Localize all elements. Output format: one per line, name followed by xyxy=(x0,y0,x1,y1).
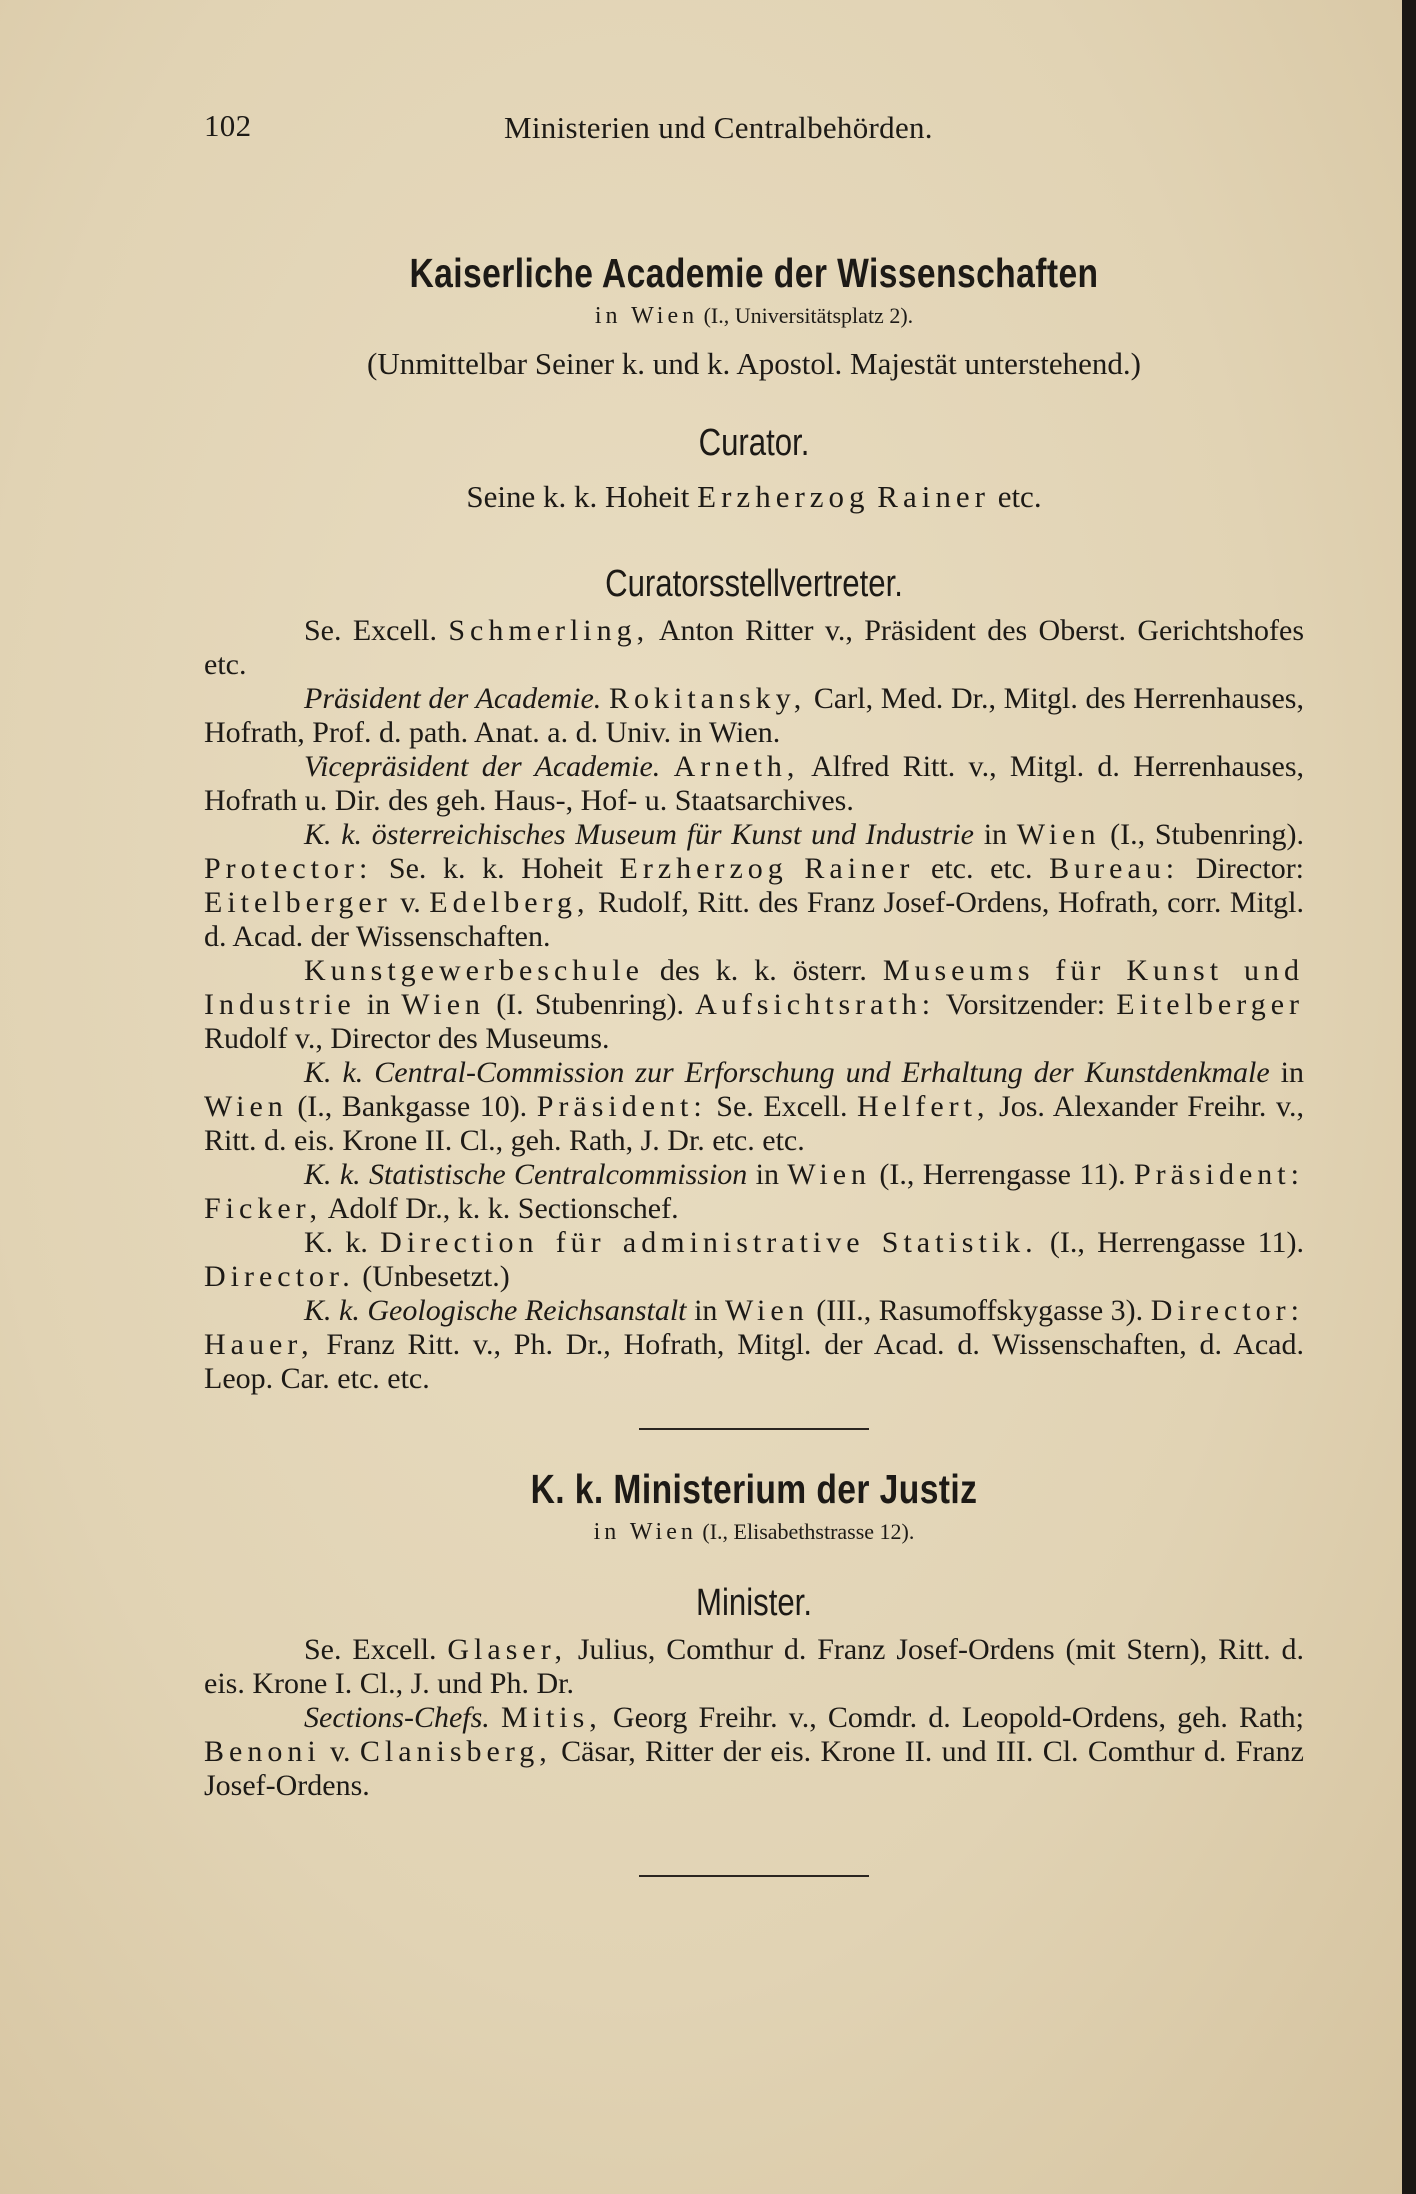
geology-text-a: in xyxy=(686,1294,725,1327)
geology-role: K. k. Geologische Reichsanstalt xyxy=(304,1294,687,1327)
museum-text-b: (I., Stubenring). xyxy=(1100,818,1304,851)
museum-role: K. k. österreichisches Museum für Kunst und Industrie xyxy=(304,818,974,851)
museum-protector-name: Rainer xyxy=(804,852,915,885)
commission-text-c: Se. Excell. xyxy=(706,1090,858,1123)
museum-protector-title: Erzherzog xyxy=(619,852,788,885)
geology-city: Wien xyxy=(724,1294,809,1327)
entry-vicepresident xyxy=(204,750,1304,818)
museum-director-place: Edelberg, xyxy=(429,886,590,919)
section-chiefs-text-b: Georg Freihr. v., Comdr. d. Leopold-Ordens, geh. Rath; xyxy=(601,1701,1304,1734)
museum-text-g: Rudolf, Ritt. des Franz Josef-Ordens, Hofrath, corr. Mitgl. d. Acad. der Wissenschaften. xyxy=(204,886,1304,953)
justiz-title: K. k. Ministerium der Justiz xyxy=(530,1466,978,1512)
museum-text-f: v. xyxy=(391,886,430,919)
admin-stat-director-label: Director. xyxy=(204,1260,355,1293)
entry-president xyxy=(204,682,1304,750)
school-text-d: Vorsitzender: xyxy=(935,988,1117,1021)
entry-administrative-statistics xyxy=(204,1226,1304,1294)
entry-section-chiefs xyxy=(204,1701,1304,1803)
museum-text-c: Se. k. k. Hoheit xyxy=(372,852,620,885)
page-header xyxy=(204,100,1304,150)
admin-stat-text-a: K. k. xyxy=(304,1226,381,1259)
admin-stat-name: Direction für administrative Statistik. xyxy=(380,1226,1038,1259)
section-chief-name-1: Mitis, xyxy=(500,1701,602,1734)
minister-name: Glaser, xyxy=(447,1633,567,1666)
commission-role: K. k. Central-Commission zur Erforschung und Erhaltung der Kunstdenkmale xyxy=(304,1056,1270,1089)
section-chiefs-text-d: Cäsar, Ritter der eis. Krone II. und III. Cl. Comthur d. Franz Josef-Ordens. xyxy=(204,1735,1304,1802)
vicepresident-role: Vicepräsident der Academie. xyxy=(304,750,661,783)
curator-heading: Curator. xyxy=(698,422,810,464)
deputy-pre: Se. Excell. xyxy=(304,614,449,647)
curator-post: etc. xyxy=(989,479,1042,514)
curator-pre: Seine k. k. Hoheit xyxy=(466,479,698,514)
museum-bureau-label: Bureau: xyxy=(1049,852,1180,885)
museum-text-a: in xyxy=(974,818,1017,851)
entry-minister xyxy=(204,1633,1304,1701)
deputy-name: Schmerling, xyxy=(448,614,650,647)
entry-deputy xyxy=(204,614,1304,682)
geology-text-b: (III., Rasumoffskygasse 3). xyxy=(808,1294,1151,1327)
school-name: Kunstgewerbeschule xyxy=(304,954,644,987)
geology-text-d: Franz Ritt. v., Ph. Dr., Hofrath, Mitgl. der Acad. d. Wissenschaften, d. Acad. Leop. Car. etc. etc. xyxy=(204,1328,1304,1395)
museum-protector-label: Protector: xyxy=(204,852,373,885)
museum-text-d: etc. etc. xyxy=(914,852,1050,885)
statistics-president-name: Ficker, xyxy=(204,1192,322,1225)
school-museum: Museums für Kunst und Industrie xyxy=(204,954,1304,1021)
minister-rest: Julius, Comthur d. Franz Josef-Ordens (mit Stern), Ritt. d. eis. Krone I. Cl., J. und Ph. Dr. xyxy=(204,1633,1304,1700)
commission-text-a: in xyxy=(1269,1056,1304,1089)
school-board-label: Aufsichtsrath: xyxy=(695,988,936,1021)
section-chief-name-2: Benoni xyxy=(204,1735,321,1768)
text-column xyxy=(204,100,1304,1877)
school-city: Wien xyxy=(401,988,486,1021)
statistics-text-d: Adolf Dr., k. k. Sectionschef. xyxy=(321,1192,679,1225)
school-text-e: Rudolf v., Director des Museums. xyxy=(204,1022,610,1055)
commission-president-label: Präsident: xyxy=(536,1090,707,1123)
statistics-text-b: (I., Herrengasse 11). xyxy=(871,1158,1134,1191)
deputy-rest: Anton Ritter v., Präsident des Oberst. Gerichtshofes etc. xyxy=(204,614,1304,681)
minister-heading: Minister. xyxy=(695,1582,813,1624)
running-title: Ministerien und Centralbehörden. xyxy=(504,110,933,145)
commission-text-b: (I., Bankgasse 10). xyxy=(287,1090,537,1123)
deputy-heading: Curatorsstellvertreter. xyxy=(605,563,903,605)
bottom-divider xyxy=(639,1875,869,1877)
vicepresident-name: Arneth, xyxy=(673,750,800,783)
statistics-role: K. k. Statistische Centralcommission xyxy=(304,1158,748,1191)
section-chiefs-text-a xyxy=(490,1701,501,1734)
entry-geological-institute xyxy=(204,1294,1304,1396)
statistics-text-a: in xyxy=(747,1158,788,1191)
school-text-a: des k. k. österr. xyxy=(643,954,883,987)
section-chiefs-role: Sections-Chefs. xyxy=(304,1701,490,1734)
curator-entry xyxy=(204,479,1304,515)
academy-note: (Unmittelbar Seiner k. und k. Apostol. Majestät unterstehend.) xyxy=(367,346,1141,381)
curator-name: Rainer xyxy=(877,479,990,514)
school-text-b: in xyxy=(355,988,402,1021)
academy-address: (I., Universitätsplatz 2). xyxy=(703,303,914,328)
president-role: Präsident der Academie. xyxy=(304,682,602,715)
commission-text-d: Jos. Alexander Freihr. v., Ritt. d. eis. Krone II. Cl., geh. Rath, J. Dr. etc. etc. xyxy=(204,1090,1304,1157)
academy-city: in Wien xyxy=(594,303,699,329)
statistics-city: Wien xyxy=(787,1158,872,1191)
entry-statistics-commission xyxy=(204,1158,1304,1226)
page-number: 102 xyxy=(204,108,252,143)
admin-stat-text-c: (Unbesetzt.) xyxy=(354,1260,510,1293)
vicepresident-rest: Alfred Ritt. v., Mitgl. d. Herrenhauses, Hofrath u. Dir. des geh. Haus-, Hof- u. Staatsarchives. xyxy=(204,750,1304,817)
section-chief-place-2: Clanisberg, xyxy=(359,1735,552,1768)
minister-pre: Se. Excell. xyxy=(304,1633,448,1666)
president-rest: Carl, Med. Dr., Mitgl. des Herrenhauses, Hofrath, Prof. d. path. Anat. a. d. Univ. in Wien. xyxy=(204,682,1304,749)
school-chair-name: Eitelberger xyxy=(1116,988,1304,1021)
museum-city: Wien xyxy=(1016,818,1101,851)
section-divider xyxy=(639,1428,869,1430)
statistics-president-label: Präsident: xyxy=(1133,1158,1304,1191)
museum-director-name: Eitelberger xyxy=(204,886,392,919)
entry-museum xyxy=(204,818,1304,954)
geology-director-label: Director: xyxy=(1150,1294,1304,1327)
justiz-city: in Wien xyxy=(593,1519,697,1545)
justiz-address: (I., Elisabethstrasse 12). xyxy=(702,1519,915,1544)
geology-director-name: Hauer, xyxy=(204,1328,314,1361)
museum-text-e: Director: xyxy=(1179,852,1305,885)
commission-president-name: Helfert, xyxy=(857,1090,990,1123)
curator-name-title: Erzherzog xyxy=(697,479,870,514)
justiz-location xyxy=(204,1519,1304,1546)
page-edge xyxy=(1402,0,1416,2194)
admin-stat-text-b: (I., Herrengasse 11). xyxy=(1037,1226,1304,1259)
commission-city: Wien xyxy=(204,1090,288,1123)
section-chiefs-text-c: v. xyxy=(320,1735,360,1768)
entry-kunstgewerbeschule xyxy=(204,954,1304,1056)
president-name: Rokitansky, xyxy=(608,682,807,715)
academy-location xyxy=(204,303,1304,330)
academy-title: Kaiserliche Academie der Wissenschaften xyxy=(409,250,1099,296)
entry-central-commission xyxy=(204,1056,1304,1158)
school-text-c: (I. Stubenring). xyxy=(485,988,696,1021)
